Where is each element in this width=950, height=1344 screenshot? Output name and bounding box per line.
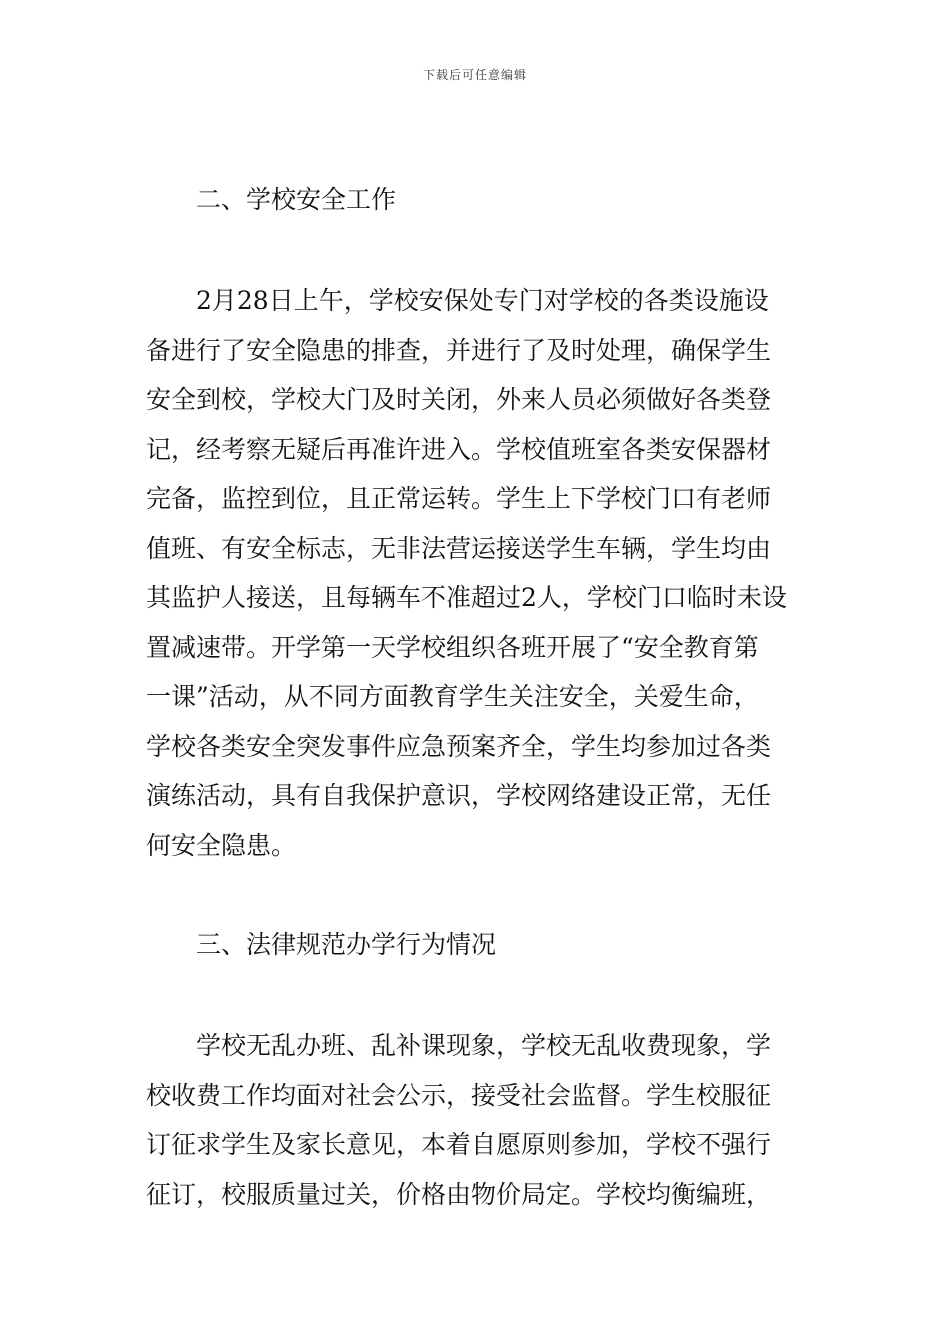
paragraph-line: 学校无乱办班、乱补课现象，学校无乱收费现象，学 (196, 1031, 772, 1060)
paragraph-line: 2月28日上午，学校安保处专门对学校的各类设施设 (196, 286, 769, 315)
section-heading-safety: 二、学校安全工作 (196, 185, 397, 214)
paragraph-line: 完备，监控到位，且正常运转。学生上下学校门口有老师 (146, 484, 772, 513)
paragraph-safety (146, 276, 812, 870)
paragraph-line: 置减速带。开学第一天学校组织各班开展了“安全教育第 (146, 632, 759, 662)
paragraph-line: 校收费工作均面对社会公示，接受社会监督。学生校服征 (146, 1080, 772, 1110)
paragraph-line: 一课”活动，从不同方面教育学生关注安全，关爱生命， (146, 682, 759, 711)
paragraph-line: 何安全隐患。 (146, 830, 297, 860)
paragraph-line: 学校各类安全突发事件应急预案齐全，学生均参加过各类 (146, 731, 772, 761)
section-heading-legal-conduct: 三、法律规范办学行为情况 (196, 930, 497, 959)
paragraph-line: 记，经考察无疑后再准许进入。学校值班室各类安保器材 (146, 434, 772, 464)
page-header-note: 下载后可任意编辑 (422, 68, 527, 82)
paragraph-legal-conduct (146, 1021, 812, 1219)
paragraph-line: 订征求学生及家长意见，本着自愿原则参加，学校不强行 (146, 1130, 772, 1159)
paragraph-line: 演练活动，具有自我保护意识，学校网络建设正常，无任 (146, 781, 772, 810)
paragraph-line: 安全到校，学校大门及时关闭，外来人员必须做好各类登 (146, 385, 772, 414)
paragraph-line: 值班、有安全标志，无非法营运接送学生车辆，学生均由 (146, 533, 772, 563)
paragraph-line: 其监护人接送，且每辆车不准超过2人，学校门口临时未设 (146, 583, 787, 612)
paragraph-line: 备进行了安全隐患的排查，并进行了及时处理，确保学生 (146, 335, 772, 365)
paragraph-line: 征订，校服质量过关，价格由物价局定。学校均衡编班， (146, 1179, 772, 1209)
